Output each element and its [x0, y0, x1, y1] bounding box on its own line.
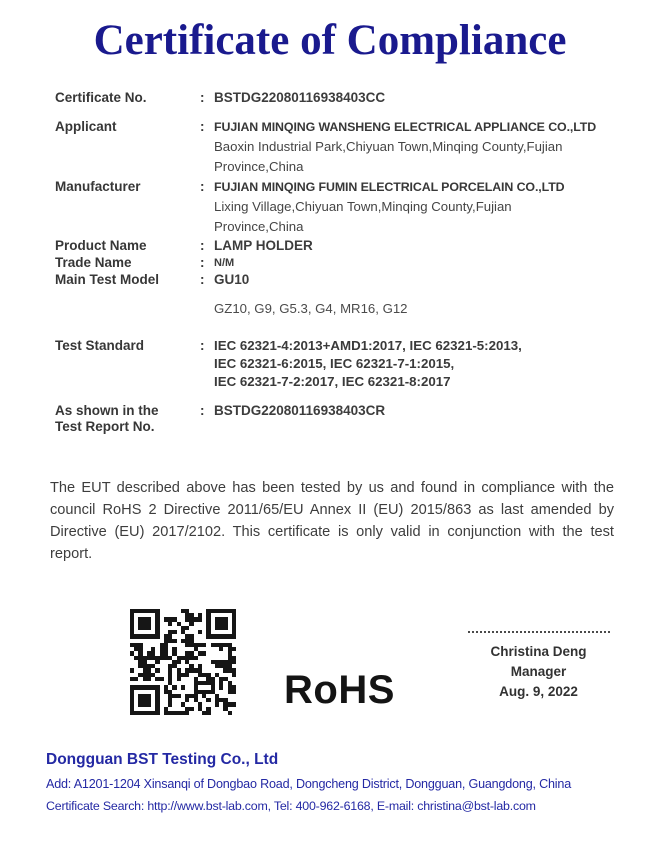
signatory-name: Christina Deng [490, 644, 587, 659]
rohs-logo: RoHS [284, 668, 395, 712]
applicant-value [214, 117, 612, 177]
field-label: Applicant [55, 119, 117, 134]
field-row-certificate-no [55, 89, 612, 107]
applicant-company-name: FUJIAN MINQING WANSHENG ELECTRICAL APPLIANCE CO.,LTD [214, 120, 597, 134]
colon-separator: : [200, 338, 205, 353]
certificate-fields [55, 89, 612, 435]
applicant-address-line2: Province,China [214, 159, 304, 174]
field-label: Product Name [55, 238, 147, 253]
field-row-test-standard [55, 337, 612, 391]
field-row-manufacturer [55, 177, 612, 237]
signatory-title: Manager [510, 664, 567, 679]
manufacturer-company-name: FUJIAN MINQING FUMIN ELECTRICAL PORCELAIN CO.,LTD [214, 180, 565, 194]
issuer-contact: Certificate Search: http://www.bst-lab.com, Tel: 400-962-6168, E-mail: christina@bst-lab.com [46, 799, 536, 813]
applicant-address-line1: Baoxin Industrial Park,Chiyuan Town,Minqing County,Fujian [214, 139, 563, 154]
field-label [55, 403, 200, 435]
compliance-statement: The EUT described above has been tested by us and found in compliance with the council RoHS 2 Directive 2011/65/EU Annex II (EU) 2015/863 as last amended by Directive (EU) 2017/2102. This certificate is only valid in conjunction with the test report. [50, 480, 614, 562]
product-name-value: LAMP HOLDER [214, 238, 313, 253]
issuer-address: Add: A1201-1204 Xinsanqi of Dongbao Road, Dongcheng District, Dongguan, Guangdong, China [46, 777, 572, 791]
manufacturer-address-line1: Lixing Village,Chiyuan Town,Minqing County,Fujian [214, 199, 512, 214]
issuer-footer [46, 751, 640, 813]
other-models-value: GZ10, G9, G5.3, G4, MR16, G12 [214, 301, 408, 316]
field-row-other-models [55, 301, 612, 317]
trade-name-value: N/M [214, 257, 235, 269]
colon-separator: : [200, 272, 205, 287]
signature-dotted-line [468, 631, 610, 633]
field-row-main-test-model [55, 271, 612, 289]
test-report-label-line2: Test Report No. [55, 419, 155, 434]
colon-separator: : [200, 403, 205, 418]
manufacturer-address-line2: Province,China [214, 219, 304, 234]
certificate-number-value: BSTDG22080116938403CC [214, 90, 386, 105]
test-standard-line1: IEC 62321-4:2013+AMD1:2017, IEC 62321-5:2013, [214, 338, 522, 353]
certificate-title: Certificate of Compliance [93, 17, 567, 64]
test-standard-line3: IEC 62321-7-2:2017, IEC 62321-8:2017 [214, 374, 451, 389]
test-standard-line2: IEC 62321-6:2015, IEC 62321-7-1:2015, [214, 356, 455, 371]
manufacturer-value [214, 177, 612, 237]
signature-date: Aug. 9, 2022 [499, 684, 578, 699]
colon-separator: : [200, 90, 205, 105]
field-row-applicant [55, 117, 612, 177]
field-label: Test Standard [55, 338, 145, 353]
marks-and-signature-row [130, 609, 632, 715]
signature-block [451, 631, 626, 702]
test-standard-value [214, 337, 612, 391]
field-label: Certificate No. [55, 90, 147, 105]
field-row-product-name [55, 237, 612, 255]
colon-separator: : [200, 238, 205, 253]
colon-separator: : [200, 179, 205, 194]
field-row-test-report-no [55, 403, 612, 435]
field-label: Main Test Model [55, 272, 160, 287]
test-report-number-value: BSTDG22080116938403CR [214, 403, 386, 418]
field-label: Manufacturer [55, 179, 141, 194]
test-report-label-line1: As shown in the [55, 403, 159, 418]
issuer-company-name: Dongguan BST Testing Co., Ltd [46, 751, 279, 768]
main-test-model-value: GU10 [214, 272, 250, 287]
qr-code-icon [130, 609, 236, 715]
colon-separator: : [200, 255, 205, 270]
colon-separator: : [200, 119, 205, 134]
field-row-trade-name [55, 255, 612, 271]
field-label: Trade Name [55, 255, 132, 270]
